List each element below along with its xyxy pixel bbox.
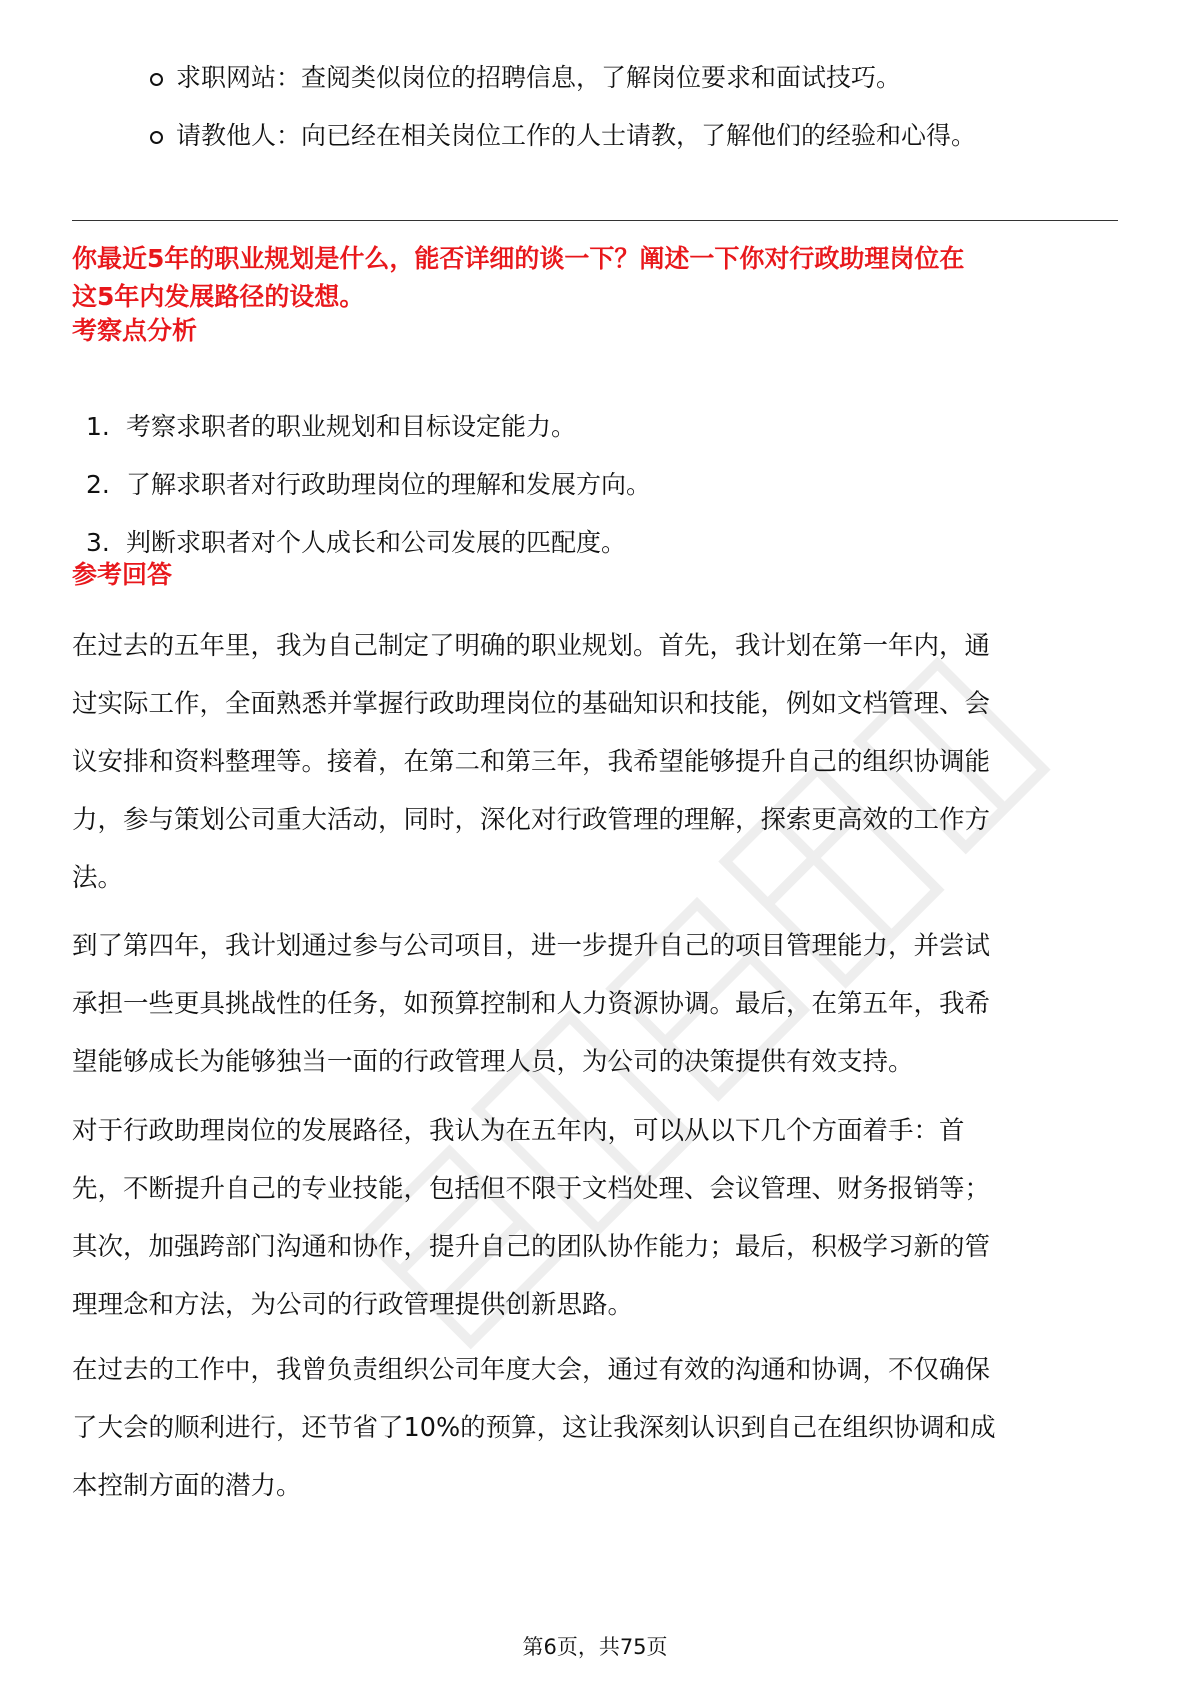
question-line: 你最近5年的职业规划是什么，能否详细的谈一下？阐述一下你对行政助理岗位在 [72, 244, 965, 273]
paragraph-line: 望能够成长为能够独当一面的行政管理人员，为公司的决策提供有效支持。 [72, 1047, 914, 1077]
item-text: 了解求职者对行政助理岗位的理解和发展方向。 [126, 470, 652, 499]
sub-bullet-item [72, 56, 1118, 114]
answer-paragraph-2 [72, 917, 1122, 1091]
item-number: 3. [86, 528, 110, 557]
analysis-list [72, 408, 1118, 582]
analysis-title: 考察点分析 [72, 316, 198, 345]
item-text: 考察求职者的职业规划和目标设定能力。 [126, 412, 577, 441]
paragraph-line: 对于行政助理岗位的发展路径，我认为在五年内，可以从以下几个方面着手：首 [72, 1116, 965, 1146]
paragraph-line: 力，参与策划公司重大活动，同时，深化对行政管理的理解，探索更高效的工作方 [72, 805, 991, 835]
circle-bullet-icon [150, 131, 163, 144]
paragraph-line: 先，不断提升自己的专业技能，包括但不限于文档处理、会议管理、财务报销等； [72, 1174, 991, 1204]
paragraph-line: 议安排和资料整理等。接着，在第二和第三年，我希望能够提升自己的组织协调能 [72, 747, 991, 777]
answer-title: 参考回答 [72, 560, 173, 589]
paragraph-line: 理理念和方法，为公司的行政管理提供创新思路。 [72, 1290, 634, 1320]
answer-paragraph-3 [72, 1102, 1122, 1334]
sub-bullet-list [72, 56, 1118, 172]
answer-paragraph-1 [72, 617, 1122, 907]
paragraph-line: 了大会的顺利进行，还节省了10%的预算，这让我深刻认识到自己在组织协调和成 [72, 1413, 996, 1443]
question-heading [72, 240, 1118, 316]
analysis-item [72, 466, 1118, 524]
paragraph-line: 过实际工作，全面熟悉并掌握行政助理岗位的基础知识和技能，例如文档管理、会 [72, 689, 991, 719]
item-number: 1. [86, 412, 110, 441]
paragraph-line: 在过去的五年里，我为自己制定了明确的职业规划。首先，我计划在第一年内，通 [72, 631, 991, 661]
circle-bullet-icon [150, 73, 163, 86]
item-number: 2. [86, 470, 110, 499]
sub-bullet-item [72, 114, 1118, 172]
analysis-item [72, 524, 1118, 582]
paragraph-line: 在过去的工作中，我曾负责组织公司年度大会，通过有效的沟通和协调，不仅确保 [72, 1355, 991, 1385]
paragraph-line: 到了第四年，我计划通过参与公司项目，进一步提升自己的项目管理能力，并尝试 [72, 931, 991, 961]
sub-bullet-text: 请教他人：向已经在相关岗位工作的人士请教，了解他们的经验和心得。 [176, 121, 977, 150]
item-text: 判断求职者对个人成长和公司发展的匹配度。 [126, 528, 627, 557]
section-divider [72, 220, 1118, 221]
paragraph-line: 法。 [72, 863, 124, 893]
answer-paragraph-4 [72, 1341, 1122, 1515]
question-line: 这5年内发展路径的设想。 [72, 282, 365, 311]
paragraph-line: 承担一些更具挑战性的任务，如预算控制和人力资源协调。最后，在第五年，我希 [72, 989, 991, 1019]
paragraph-line: 本控制方面的潜力。 [72, 1471, 302, 1501]
paragraph-line: 其次，加强跨部门沟通和协作，提升自己的团队协作能力；最后，积极学习新的管 [72, 1232, 991, 1262]
page-number-footer: 第6页，共75页 [522, 1635, 668, 1659]
analysis-item [72, 408, 1118, 466]
sub-bullet-text: 求职网站：查阅类似岗位的招聘信息，了解岗位要求和面试技巧。 [176, 63, 902, 92]
